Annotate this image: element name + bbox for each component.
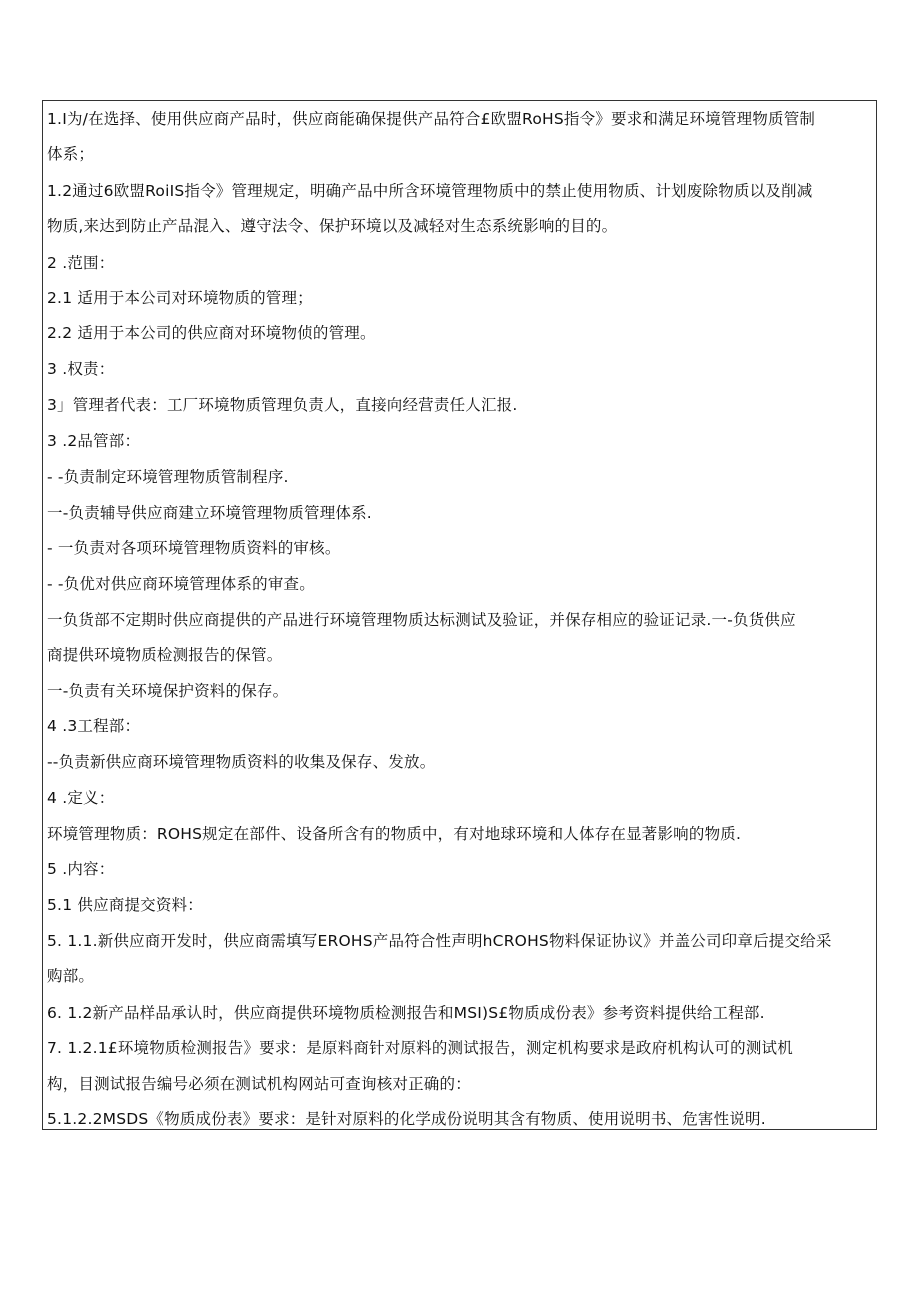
text-line: - -负责制定环境管理物质管制程序. xyxy=(47,468,289,486)
text-line: --负责新供应商环境管理物质资料的收集及保存、发放。 xyxy=(47,753,436,771)
text-line: 物质,来达到防止产品混入、遵守法令、保护环境以及减轻对生态系统影响的目的。 xyxy=(47,217,618,235)
text-line: 7. 1.2.1£环境物质检测报告》要求：是原料商针对原料的测试报告，测定机构要求是政府机构认可的测试机 xyxy=(47,1039,793,1057)
document-table xyxy=(42,100,877,1130)
text-line: 购部。 xyxy=(47,967,95,985)
text-line: 环境管理物质：ROHS规定在部件、设备所含有的物质中，有对地球环境和人体存在显著影响的物质. xyxy=(47,825,742,843)
section-heading: 2 .范围： xyxy=(47,254,115,272)
text-line: 5. 1.1.新供应商开发时，供应商需填写EROHS产品符合性声明hCROHS物料保证协议》并盖公司印章后提交给采 xyxy=(47,932,832,950)
text-line: - -负优对供应商环境管理体系的审查。 xyxy=(47,575,315,593)
section-heading: 5 .内容： xyxy=(47,860,115,878)
section-heading: 3 .2品管部： xyxy=(47,432,141,450)
text-line: - 一负责对各项环境管理物质资料的审核。 xyxy=(47,539,341,557)
text-line: 5.1 供应商提交资料： xyxy=(47,896,203,914)
text-line: 一-负责辅导供应商建立环境管理物质管理体系. xyxy=(47,504,372,522)
text-line: 2.1 适用于本公司对环境物质的管理； xyxy=(47,289,313,307)
text-line: 6. 1.2新产品样品承认时，供应商提供环境物质检测报告和MSI)S£物质成份表》参考资料提供给工程部. xyxy=(47,1004,765,1022)
text-line: 一-负责有关环境保护资料的保存。 xyxy=(47,682,289,700)
text-line: 1.I为/在选择、使用供应商产品时，供应商能确保提供产品符合£欧盟RoHS指令》要求和满足环境管理物质管制 xyxy=(47,110,816,128)
text-line: 体系； xyxy=(47,145,95,163)
text-line: 1.2通过6欧盟RoiIS指令》管理规定，明确产品中所含环境管理物质中的禁止使用物质、计划废除物质以及削减 xyxy=(47,182,813,200)
text-line: 5.1.2.2MSDS《物质成份表》要求：是针对原料的化学成份说明其含有物质、使用说明书、危害性说明. xyxy=(47,1110,766,1128)
text-line: 商提供环境物质检测报告的保管。 xyxy=(47,646,283,664)
text-line: 构，目测试报告编号必须在测试机构网站可查询核对正确的： xyxy=(47,1075,471,1093)
section-heading: 3 .权责： xyxy=(47,360,115,378)
text-line: 一负货部不定期时供应商提供的产品进行环境管理物质达标测试及验证，并保存相应的验证记录.一-负货供应 xyxy=(47,611,796,629)
text-line: 2.2 适用于本公司的供应商对环境物侦的管理。 xyxy=(47,324,376,342)
section-heading: 4 .定义： xyxy=(47,789,115,807)
text-line: 3」管理者代表：工厂环境物质管理负责人，直接向经营责任人汇报. xyxy=(47,396,518,414)
section-heading: 4 .3工程部： xyxy=(47,717,141,735)
